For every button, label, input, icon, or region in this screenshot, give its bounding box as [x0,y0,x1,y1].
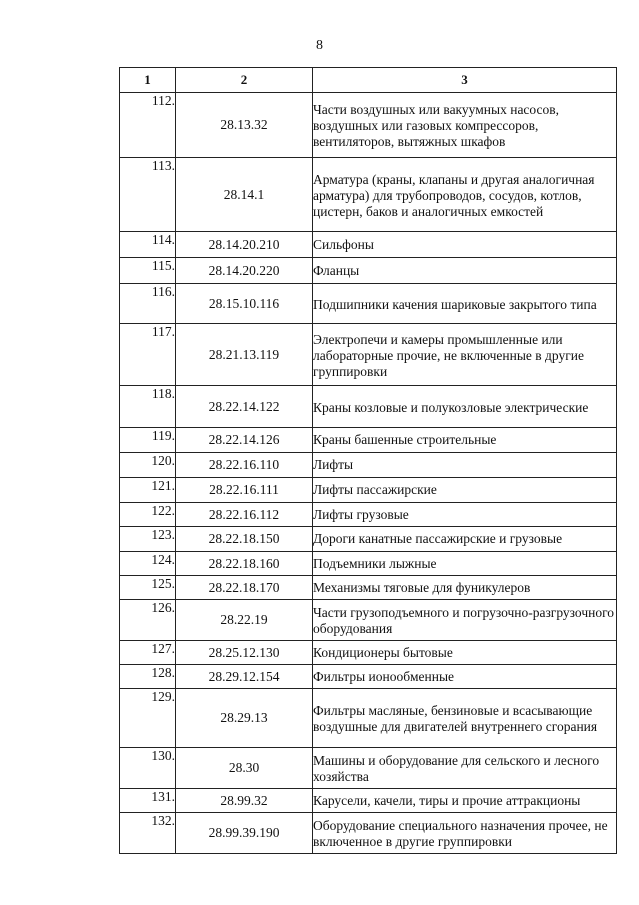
table-body [120,93,617,854]
header-col-3: 3 [313,68,617,93]
row-number-cell: 113. [120,158,176,232]
table-row [120,453,617,478]
row-number-cell: 121. [120,478,176,503]
okpd-code-cell: 28.99.39.190 [176,813,313,854]
item-name-cell: Дороги канатные пассажирские и грузовые [313,527,617,552]
okpd-code-cell: 28.99.32 [176,789,313,813]
table-row [120,527,617,552]
header-col-1: 1 [120,68,176,93]
okpd-code-cell: 28.22.18.150 [176,527,313,552]
item-name-cell: Сильфоны [313,232,617,258]
okpd-code-cell: 28.13.32 [176,93,313,158]
item-name-cell: Лифты [313,453,617,478]
row-number-cell: 130. [120,748,176,789]
item-name-cell: Лифты грузовые [313,503,617,527]
table-row [120,158,617,232]
table-row [120,258,617,284]
table-row [120,503,617,527]
item-name-cell: Арматура (краны, клапаны и другая аналогичная арматура) для трубопроводов, сосудов, котлов, цистерн, баков и аналогичных емкостей [313,158,617,232]
item-name-cell: Части грузоподъемного и погрузочно-разгрузочного оборудования [313,600,617,641]
row-number-cell: 125. [120,576,176,600]
row-number-cell: 114. [120,232,176,258]
table-row [120,789,617,813]
row-number-cell: 129. [120,689,176,748]
okpd-code-cell: 28.21.13.119 [176,324,313,386]
item-name-cell: Фланцы [313,258,617,284]
classification-table [119,67,617,854]
item-name-cell: Лифты пассажирские [313,478,617,503]
okpd-code-cell: 28.14.20.210 [176,232,313,258]
table-row [120,284,617,324]
item-name-cell: Машины и оборудование для сельского и лесного хозяйства [313,748,617,789]
row-number-cell: 131. [120,789,176,813]
table-row [120,641,617,665]
okpd-code-cell: 28.30 [176,748,313,789]
okpd-code-cell: 28.22.19 [176,600,313,641]
okpd-code-cell: 28.29.12.154 [176,665,313,689]
table-row [120,386,617,428]
row-number-cell: 119. [120,428,176,453]
item-name-cell: Фильтры масляные, бензиновые и всасывающие воздушные для двигателей внутреннего сгорания [313,689,617,748]
okpd-code-cell: 28.29.13 [176,689,313,748]
table-row [120,232,617,258]
row-number-cell: 117. [120,324,176,386]
okpd-code-cell: 28.22.14.126 [176,428,313,453]
row-number-cell: 127. [120,641,176,665]
table-row [120,600,617,641]
row-number-cell: 123. [120,527,176,552]
okpd-code-cell: 28.22.16.112 [176,503,313,527]
table-row [120,478,617,503]
row-number-cell: 112. [120,93,176,158]
row-number-cell: 128. [120,665,176,689]
okpd-code-cell: 28.14.20.220 [176,258,313,284]
item-name-cell: Электропечи и камеры промышленные или лабораторные прочие, не включенные в другие группировки [313,324,617,386]
row-number-cell: 116. [120,284,176,324]
table-row [120,576,617,600]
okpd-code-cell: 28.22.18.160 [176,552,313,576]
okpd-code-cell: 28.15.10.116 [176,284,313,324]
okpd-code-cell: 28.22.14.122 [176,386,313,428]
table-row [120,324,617,386]
row-number-cell: 132. [120,813,176,854]
item-name-cell: Карусели, качели, тиры и прочие аттракционы [313,789,617,813]
row-number-cell: 120. [120,453,176,478]
table-row [120,813,617,854]
item-name-cell: Краны козловые и полукозловые электрические [313,386,617,428]
row-number-cell: 126. [120,600,176,641]
item-name-cell: Подъемники лыжные [313,552,617,576]
okpd-code-cell: 28.22.16.110 [176,453,313,478]
row-number-cell: 124. [120,552,176,576]
okpd-code-cell: 28.14.1 [176,158,313,232]
okpd-code-cell: 28.22.18.170 [176,576,313,600]
row-number-cell: 115. [120,258,176,284]
table-row [120,689,617,748]
item-name-cell: Механизмы тяговые для фуникулеров [313,576,617,600]
table-row [120,748,617,789]
item-name-cell: Кондиционеры бытовые [313,641,617,665]
page-number: 8 [316,38,323,53]
okpd-code-cell: 28.22.16.111 [176,478,313,503]
item-name-cell: Краны башенные строительные [313,428,617,453]
item-name-cell: Оборудование специального назначения прочее, не включенное в другие группировки [313,813,617,854]
table-row [120,665,617,689]
table-row [120,552,617,576]
table-row [120,93,617,158]
header-col-2: 2 [176,68,313,93]
row-number-cell: 118. [120,386,176,428]
item-name-cell: Подшипники качения шариковые закрытого типа [313,284,617,324]
table-row [120,428,617,453]
row-number-cell: 122. [120,503,176,527]
okpd-code-cell: 28.25.12.130 [176,641,313,665]
table-header-row [120,68,617,93]
item-name-cell: Части воздушных или вакуумных насосов, воздушных или газовых компрессоров, вентиляторов, вытяжных шкафов [313,93,617,158]
item-name-cell: Фильтры ионообменные [313,665,617,689]
